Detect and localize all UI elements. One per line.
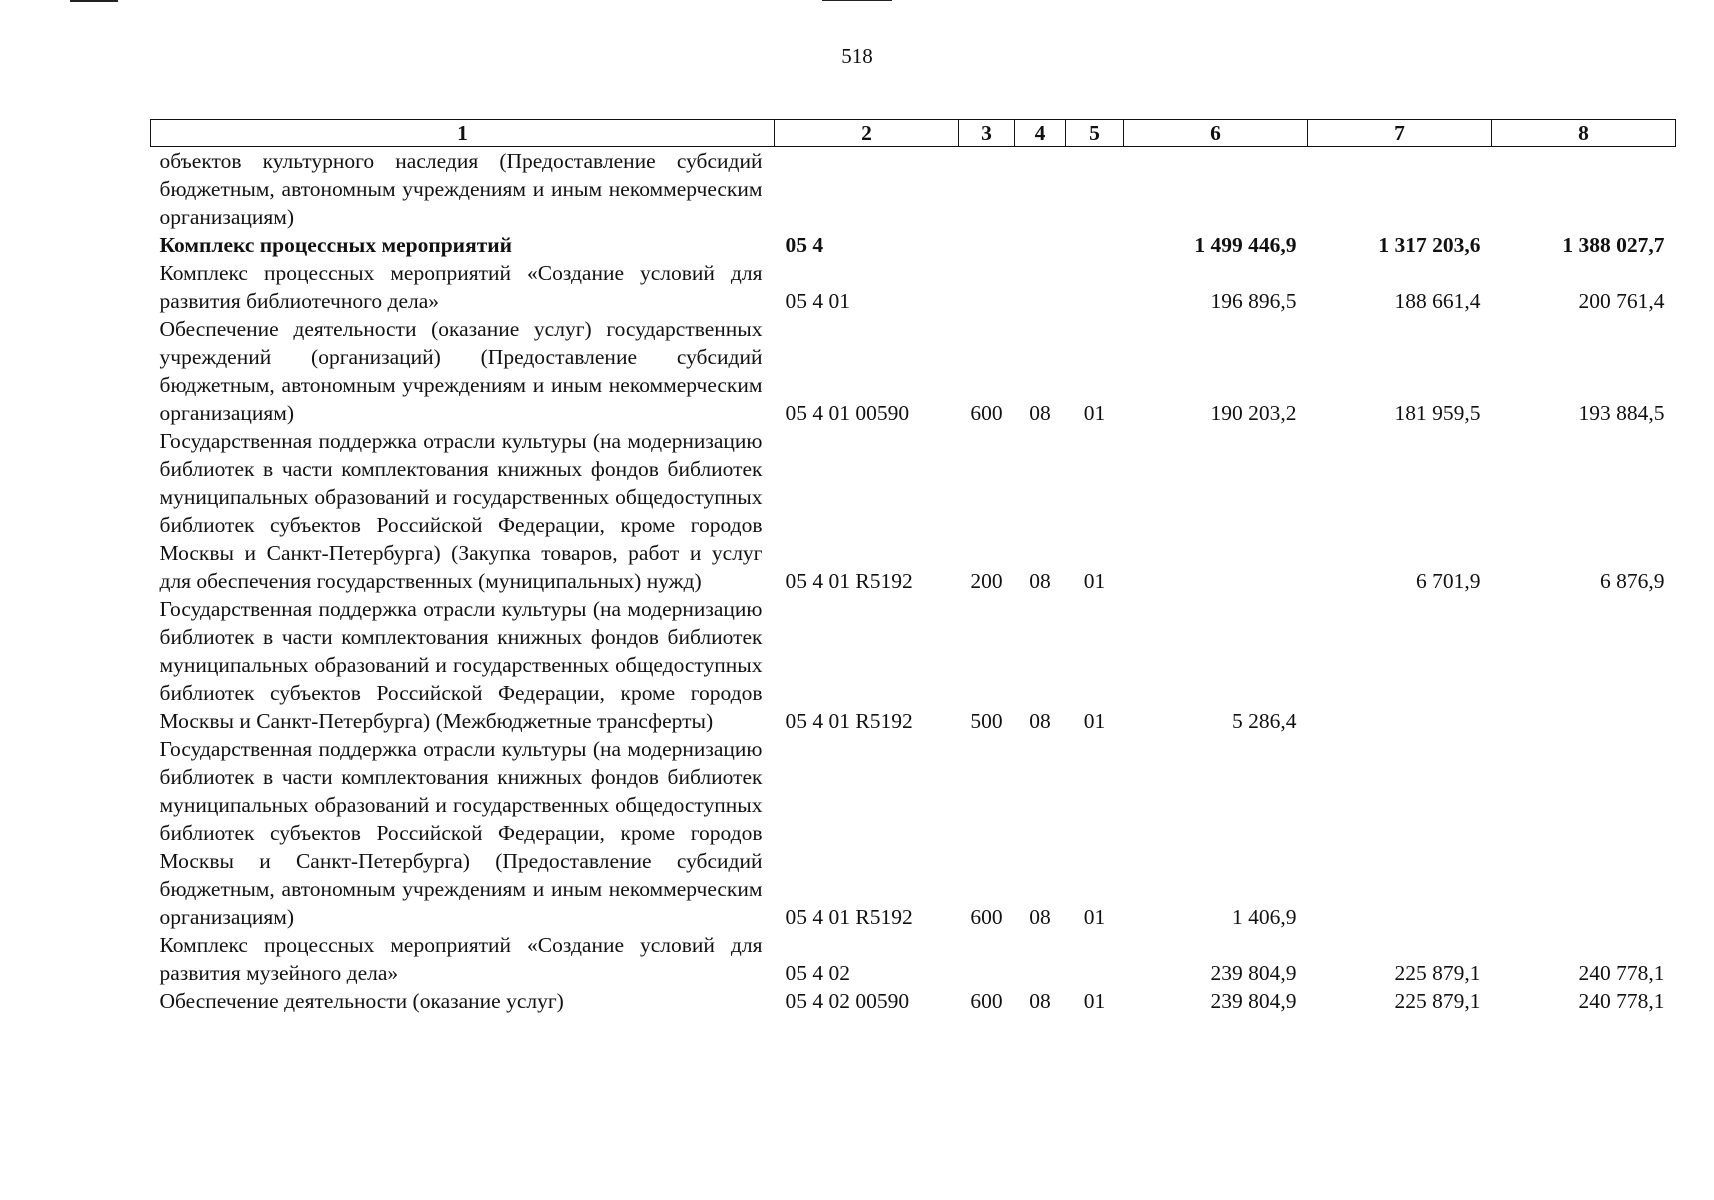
table-row: [151, 259, 1676, 315]
row-value-6: 190 203,2: [1210, 401, 1297, 425]
table-row: [151, 427, 1676, 595]
table-row: [151, 147, 1676, 232]
header-col-2: 2: [775, 120, 959, 147]
row-description: Обеспечение деятельности (оказание услуг) государственных учреждений (организаций) (Предоставление субсидий бюджетным, автономным учреждениям и иным некоммерческим организациям): [159, 317, 763, 425]
row-value-7: 188 661,4: [1394, 289, 1481, 313]
header-row: [151, 120, 1676, 147]
row-col-5: 01: [1083, 401, 1106, 425]
row-col-4: [1015, 931, 1066, 987]
row-code: 05 4 02: [785, 961, 850, 985]
row-description: Комплекс процессных мероприятий: [159, 233, 513, 257]
row-code: [775, 147, 959, 232]
row-value-8: 200 761,4: [1578, 289, 1665, 313]
row-value-7: 181 959,5: [1394, 401, 1481, 425]
header-col-1: 1: [151, 120, 775, 147]
table-row: [151, 315, 1676, 427]
row-value-7: [1308, 735, 1492, 931]
row-code: 05 4 01 00590: [785, 401, 910, 425]
row-col-5: 01: [1083, 569, 1106, 593]
row-description: Государственная поддержка отрасли культуры (на модернизацию библиотек в части комплектования книжных фондов библиотек муниципальных образований и государственных общедоступных библиотек субъектов Российской Федерации, кроме городов Москвы и Санкт-Петербурга) (Межбюджетные трансферты): [159, 597, 763, 733]
header-col-3: 3: [959, 120, 1015, 147]
row-col-4: 08: [1029, 709, 1051, 733]
header-col-4: 4: [1015, 120, 1066, 147]
row-col-5: [1066, 147, 1124, 232]
row-value-8: 240 778,1: [1578, 989, 1665, 1013]
row-value-6: 239 804,9: [1210, 961, 1297, 985]
row-col-5: 01: [1083, 989, 1106, 1013]
row-value-8: [1492, 147, 1676, 232]
header-col-8: 8: [1492, 120, 1676, 147]
row-value-6: 196 896,5: [1210, 289, 1297, 313]
row-col-3: 600: [970, 401, 1003, 425]
row-col-5: [1066, 259, 1124, 315]
row-col-4: 08: [1029, 905, 1051, 929]
row-value-6: 5 286,4: [1232, 709, 1297, 733]
row-col-4: [1015, 259, 1066, 315]
header-col-6: 6: [1124, 120, 1308, 147]
row-description: Комплекс процессных мероприятий «Создание условий для развития библиотечного дела»: [159, 261, 763, 313]
row-col-3: [959, 147, 1015, 232]
top-rule-center: [822, 0, 892, 1]
row-code: 05 4 01 R5192: [785, 569, 913, 593]
top-rule-left: [70, 0, 118, 2]
table-row: [151, 735, 1676, 931]
row-code: 05 4 02 00590: [785, 989, 910, 1013]
row-col-3: 600: [970, 905, 1003, 929]
row-col-3: 600: [970, 989, 1003, 1013]
row-value-7: [1308, 595, 1492, 735]
row-description: Государственная поддержка отрасли культуры (на модернизацию библиотек в части комплектования книжных фондов библиотек муниципальных образований и государственных общедоступных библиотек субъектов Российской Федерации, кроме городов Москвы и Санкт-Петербурга) (Закупка товаров, работ и услуг для обеспечения государственных (муниципальных) нужд): [159, 429, 763, 593]
row-description: Государственная поддержка отрасли культуры (на модернизацию библиотек в части комплектования книжных фондов библиотек муниципальных образований и государственных общедоступных библиотек субъектов Российской Федерации, кроме городов Москвы и Санкт-Петербурга) (Предоставление субсидий бюджетным, автономным учреждениям и иным некоммерческим организациям): [159, 737, 763, 929]
row-value-8: [1492, 595, 1676, 735]
row-description: Обеспечение деятельности (оказание услуг): [159, 989, 564, 1013]
row-value-8: [1492, 735, 1676, 931]
row-code: 05 4 01 R5192: [785, 905, 913, 929]
row-value-6: [1124, 147, 1308, 232]
row-col-4: 08: [1029, 989, 1051, 1013]
header-col-7: 7: [1308, 120, 1492, 147]
row-value-7: 1 317 203,6: [1378, 233, 1481, 257]
row-col-3: [959, 231, 1015, 259]
row-col-5: [1066, 931, 1124, 987]
header-col-5: 5: [1066, 120, 1124, 147]
row-value-8: 1 388 027,7: [1562, 233, 1665, 257]
row-value-7: 225 879,1: [1394, 989, 1481, 1013]
table-row: [151, 931, 1676, 987]
row-value-7: [1308, 147, 1492, 232]
row-col-4: [1015, 147, 1066, 232]
row-code: 05 4 01 R5192: [785, 709, 913, 733]
row-value-7: 6 701,9: [1416, 569, 1481, 593]
row-col-5: 01: [1083, 905, 1106, 929]
row-value-6: 1 499 446,9: [1194, 233, 1297, 257]
page-number: 518: [841, 44, 873, 68]
row-description: Комплекс процессных мероприятий «Создание условий для развития музейного дела»: [159, 933, 763, 985]
row-value-6: 1 406,9: [1232, 905, 1297, 929]
table-row: [151, 595, 1676, 735]
row-col-3: [959, 259, 1015, 315]
row-code: 05 4: [785, 233, 824, 257]
row-value-6: 239 804,9: [1210, 989, 1297, 1013]
row-col-4: 08: [1029, 401, 1051, 425]
row-value-6: [1124, 427, 1308, 595]
row-col-5: [1066, 231, 1124, 259]
table-row: [151, 987, 1676, 1015]
row-col-4: [1015, 231, 1066, 259]
budget-table: [150, 119, 1676, 1015]
row-value-7: 225 879,1: [1394, 961, 1481, 985]
row-value-8: 6 876,9: [1600, 569, 1665, 593]
table-row: [151, 231, 1676, 259]
row-col-3: [959, 931, 1015, 987]
row-code: 05 4 01: [785, 289, 850, 313]
row-col-4: 08: [1029, 569, 1051, 593]
row-value-8: 240 778,1: [1578, 961, 1665, 985]
row-col-3: 200: [970, 569, 1003, 593]
row-description: объектов культурного наследия (Предоставление субсидий бюджетным, автономным учреждениям и иным некоммерческим организациям): [159, 149, 763, 229]
row-col-5: 01: [1083, 709, 1106, 733]
row-col-3: 500: [970, 709, 1003, 733]
row-value-8: 193 884,5: [1578, 401, 1665, 425]
